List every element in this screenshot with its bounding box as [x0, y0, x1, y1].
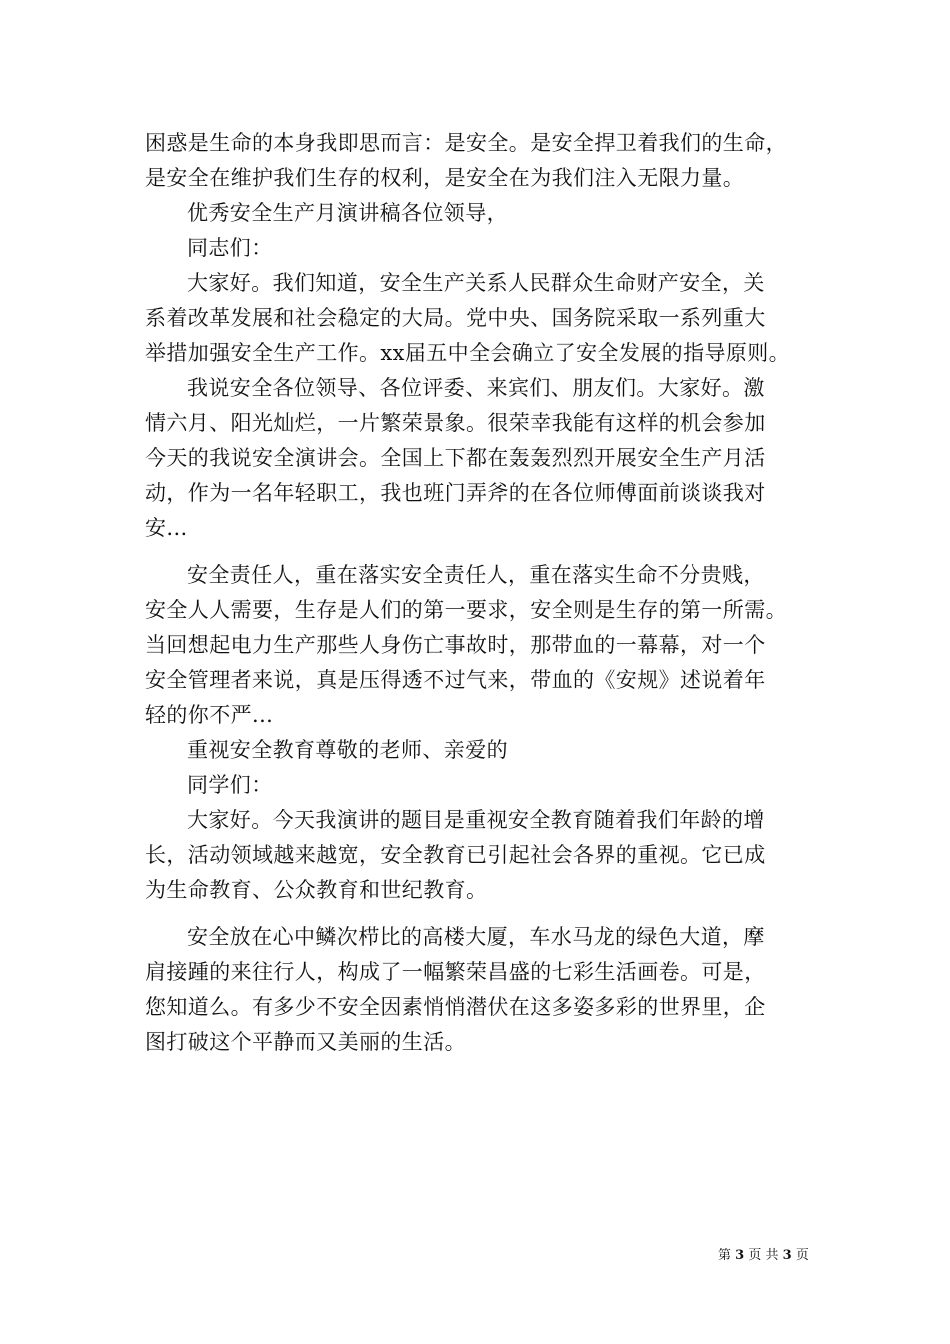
text-line: 您知道么。有多少不安全因素悄悄潜伏在这多姿多彩的世界里，企 [145, 995, 766, 1019]
page-footer [718, 1247, 809, 1265]
text-line: 系着改革发展和社会稳定的大局。党中央、国务院采取一系列重大 [145, 306, 766, 330]
text-line: 是安全在维护我们生存的权利，是安全在为我们注入无限力量。 [145, 166, 745, 190]
total-page-number: 3 [782, 1248, 792, 1263]
text-line: 我说安全各位领导、各位评委、来宾们、朋友们。大家好。激 [187, 376, 765, 400]
text-line: 安全放在心中鳞次栉比的高楼大厦，车水马龙的绿色大道，摩 [187, 925, 765, 949]
text-line: 轻的你不严... [145, 703, 274, 727]
text-line: 举措加强安全生产工作。xx届五中全会确立了安全发展的指导原则。 [145, 341, 791, 365]
text-line: 安全管理者来说，真是压得透不过气来，带血的《安规》述说着年 [145, 668, 766, 692]
text-line: 重视安全教育尊敬的老师、亲爱的 [187, 738, 508, 762]
text-line: 同志们： [187, 236, 273, 260]
text-line: 当回想起电力生产那些人身伤亡事故时，那带血的一幕幕，对一个 [145, 633, 766, 657]
footer-suffix: 页 [795, 1248, 809, 1263]
text-line: 安全人人需要，生存是人们的第一要求，安全则是生存的第一所需。 [145, 598, 787, 622]
text-line: 安全责任人，重在落实安全责任人，重在落实生命不分贵贱， [187, 563, 765, 587]
footer-middle: 页 共 [748, 1248, 779, 1263]
text-line: 为生命教育、公众教育和世纪教育。 [145, 878, 488, 902]
footer-prefix: 第 [718, 1248, 732, 1263]
text-line: 今天的我说安全演讲会。全国上下都在轰轰烈烈开展安全生产月活 [145, 446, 766, 470]
text-line: 困惑是生命的本身我即思而言：是安全。是安全捍卫着我们的生命， [145, 131, 787, 155]
text-line: 大家好。今天我演讲的题目是重视安全教育随着我们年龄的增 [187, 808, 765, 832]
text-line: 肩接踵的来往行人，构成了一幅繁荣昌盛的七彩生活画卷。可是， [145, 960, 766, 984]
text-line: 大家好。我们知道，安全生产关系人民群众生命财产安全，关 [187, 271, 765, 295]
text-line: 同学们： [187, 773, 273, 797]
text-line: 图打破这个平静而又美丽的生活。 [145, 1030, 466, 1054]
text-line: 优秀安全生产月演讲稿各位领导， [187, 201, 508, 225]
text-line: 动，作为一名年轻职工，我也班门弄斧的在各位师傅面前谈谈我对 [145, 481, 766, 505]
text-line: 情六月、阳光灿烂，一片繁荣景象。很荣幸我能有这样的机会参加 [145, 411, 766, 435]
text-line: 长，活动领域越来越宽，安全教育已引起社会各界的重视。它已成 [145, 843, 766, 867]
text-line: 安... [145, 516, 188, 540]
current-page-number: 3 [735, 1248, 745, 1263]
